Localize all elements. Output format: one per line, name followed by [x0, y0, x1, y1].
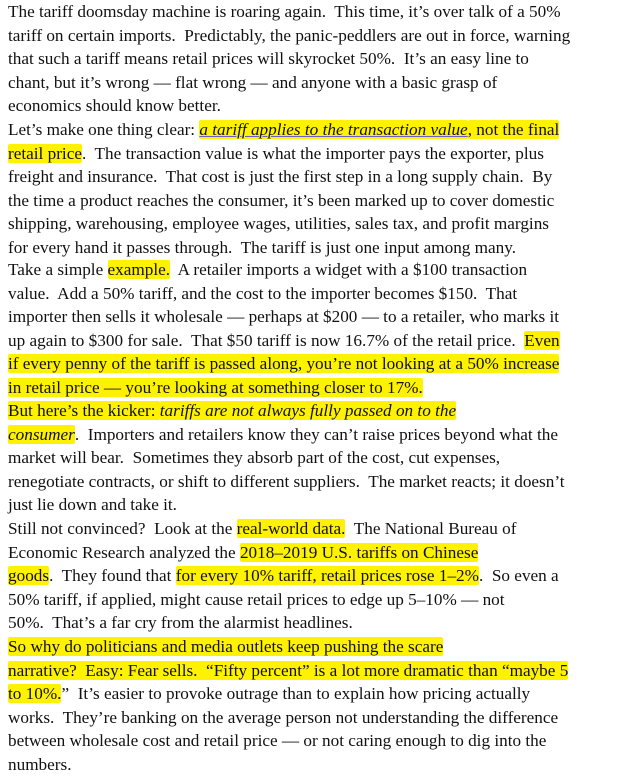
text-line: [8, 190, 554, 212]
highlighted-text: consumer: [8, 424, 75, 444]
text-run: A retailer imports a widget with a $100 transaction: [170, 260, 528, 279]
text-run: shipping, warehousing, employee wages, utilities, sales tax, and profit margins: [8, 214, 549, 234]
text-run: . The transaction value is what the importer pays the exporter, plus: [81, 143, 544, 163]
text-run: . Importers and retailers know they can’t raise prices beyond what the: [74, 424, 558, 444]
text-line: [8, 377, 423, 399]
text-run: Take a simple: [8, 260, 108, 279]
text-line: [8, 660, 568, 682]
text-line: [8, 636, 443, 658]
text-run: Economic Research analyzed the: [8, 542, 240, 562]
highlighted-text: narrative? Easy: Fear sells. “Fifty percent” is a lot more dramatic than “maybe 5: [8, 660, 569, 680]
text-line: [8, 166, 552, 188]
text-line: [8, 306, 559, 328]
text-line: [8, 683, 530, 705]
text-line: [8, 259, 527, 281]
text-run: tariff on certain imports. Predictably, the panic-peddlers are out in force, warning: [8, 25, 571, 45]
text-line: [8, 542, 478, 564]
text-run: The National Bureau of: [345, 519, 517, 538]
highlighted-text: in retail price — you’re looking at something closer to 17%.: [8, 378, 423, 397]
text-run: . So even a: [478, 566, 559, 586]
highlighted-text: So why do politicians and media outlets keep pushing the scare: [8, 637, 444, 656]
text-line: [8, 447, 500, 469]
text-line: [8, 1, 561, 23]
text-line: [8, 400, 456, 422]
highlighted-text: Even: [524, 330, 560, 350]
text-run: works. They’re banking on the average person not understanding the difference: [8, 707, 559, 727]
text-run: that such a tariff means retail prices will skyrocket 50%. It’s an easy line to: [8, 49, 529, 69]
text-run: Let’s make one thing clear:: [8, 120, 200, 139]
highlighted-text: if every penny of the tariff is passed along, you’re not looking at a 50% increase: [8, 354, 560, 374]
text-run: for every hand it passes through. The tariff is just one input among many.: [8, 238, 517, 257]
highlighted-text: to 10%.: [8, 684, 62, 704]
text-run: Still not convinced? Look at the: [8, 519, 237, 538]
text-line: [8, 25, 570, 47]
text-line: [8, 330, 560, 352]
highlighted-text: example.: [107, 260, 171, 279]
text-line: [8, 707, 558, 729]
highlighted-text: 2018–2019 U.S. tariffs on Chinese: [239, 542, 479, 562]
text-line: [8, 95, 221, 117]
text-line: [8, 565, 559, 587]
text-line: [8, 48, 529, 70]
text-run: market will bear. Sometimes they absorb part of the cost, cut expenses,: [8, 448, 501, 468]
text-line: [8, 471, 565, 493]
text-run: 50%. That’s a far cry from the alarmist headlines.: [8, 613, 353, 633]
text-run: the time a product reaches the consumer, it’s been marked up to cover domestic: [8, 190, 555, 210]
text-run: up again to $300 for sale. That $50 tariff is now 16.7% of the retail price.: [8, 330, 525, 350]
text-run: freight and insurance. That cost is just the first step in a long supply chain. By: [8, 167, 553, 187]
text-line: [8, 754, 72, 776]
highlighted-text: a tariff applies to the transaction value: [199, 120, 468, 139]
text-run: 50% tariff, if applied, might cause retail prices to edge up 5–10% — not: [8, 589, 505, 609]
highlighted-text: tariffs are not always fully passed on to the: [159, 401, 457, 420]
highlighted-text: real-world data.: [236, 519, 346, 538]
text-line: [8, 353, 559, 375]
highlighted-text: , not the final: [467, 120, 560, 139]
text-run: . They found that: [49, 566, 176, 586]
text-run: ” It’s easier to provoke outrage than to explain how pricing actually: [61, 684, 531, 704]
highlighted-text: for every 10% tariff, retail prices rose 1–2%: [175, 566, 479, 586]
text-run: renegotiate contracts, or shift to different suppliers. The market reacts; it doesn’t: [8, 471, 565, 491]
text-run: The tariff doomsday machine is roaring again. This time, it’s over talk of a 50%: [8, 2, 561, 21]
text-line: [8, 589, 505, 611]
text-line: [8, 119, 559, 141]
text-run: importer then sells it wholesale — perhaps at $200 — to a retailer, who marks it: [8, 307, 560, 327]
text-run: numbers.: [8, 755, 72, 774]
text-run: between wholesale cost and retail price — or not caring enough to dig into the: [8, 731, 547, 751]
text-line: [8, 730, 546, 752]
text-line: [8, 213, 549, 235]
text-line: [8, 518, 517, 540]
text-run: just lie down and take it.: [8, 495, 177, 515]
text-run: value. Add a 50% tariff, and the cost to the importer becomes $150. That: [8, 283, 518, 303]
highlighted-text: retail price: [8, 143, 82, 163]
text-line: [8, 72, 497, 94]
text-line: [8, 237, 516, 259]
highlighted-text: But here’s the kicker:: [8, 401, 160, 420]
text-line: [8, 283, 517, 305]
text-line: [8, 494, 177, 516]
text-run: chant, but it’s wrong — flat wrong — and anyone with a basic grasp of: [8, 72, 498, 92]
text-line: [8, 612, 353, 634]
text-run: economics should know better.: [8, 96, 221, 116]
text-line: [8, 424, 558, 446]
text-line: [8, 143, 544, 165]
highlighted-text: goods: [8, 566, 50, 586]
